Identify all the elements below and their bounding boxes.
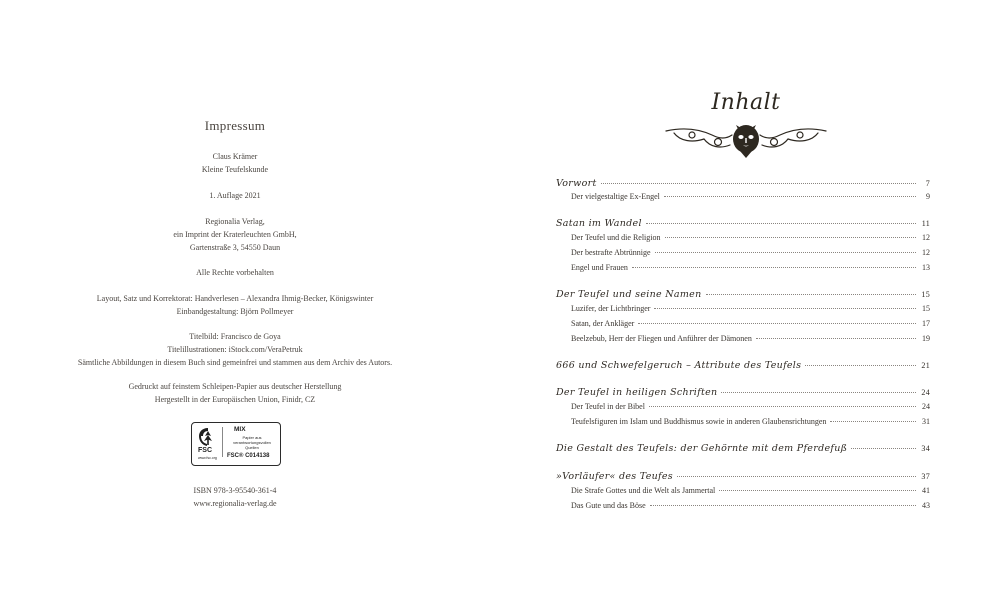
toc-leader-dots — [664, 195, 916, 197]
toc-title: Inhalt — [711, 90, 781, 115]
toc-leader-dots — [601, 182, 916, 184]
toc-page-number: 12 — [922, 233, 930, 242]
toc-section-entry — [556, 471, 930, 485]
image-credit-line: Sämtliche Abbildungen in diesem Buch sind gemeinfrei und stammen aus dem Archiv des Autors. — [77, 358, 393, 367]
toc-page-number: 17 — [922, 319, 930, 328]
toc-leader-dots — [650, 504, 916, 506]
author-name: Claus Krämer — [212, 152, 258, 161]
fsc-sub: Papier aus verantwortungsvollen Quellen — [233, 435, 271, 450]
rights-text: Alle Rechte vorbehalten — [196, 268, 274, 277]
toc-subentry — [571, 334, 930, 348]
toc-leader-dots — [655, 251, 916, 253]
toc-page-number: 7 — [925, 179, 930, 188]
toc-entry-title: Teufelsfiguren im Islam und Buddhismus sowie in anderen Glaubensrichtungen — [571, 417, 827, 426]
publisher-block — [40, 215, 430, 254]
toc-page-number: 12 — [922, 248, 930, 257]
toc-section-entry — [556, 443, 930, 457]
toc-subentry — [571, 192, 930, 206]
image-credit-line: Titelbild: Francisco de Goya — [189, 332, 281, 341]
toc-subentry — [571, 304, 930, 318]
toc-section-entry — [556, 387, 930, 401]
toc-leader-dots — [756, 337, 916, 339]
fsc-code: FSC® C014138 — [227, 453, 270, 459]
toc-leader-dots — [654, 307, 916, 309]
credits-block — [40, 292, 430, 318]
toc-subentry — [571, 263, 930, 277]
toc-entry-title: 666 und Schwefelgeruch – Attribute des Teufels — [556, 360, 802, 371]
toc-entry-title: Die Gestalt des Teufels: der Gehörnte mit dem Pferdefuß — [556, 443, 848, 454]
toc-page-number: 41 — [922, 486, 930, 495]
impressum-title: Impressum — [204, 118, 266, 133]
fsc-logo-text: FSC — [198, 447, 212, 454]
toc-entry-title: Der Teufel und die Religion — [571, 233, 661, 242]
toc-subentry — [571, 402, 930, 416]
toc-leader-dots — [706, 293, 917, 295]
toc-subentry — [571, 233, 930, 247]
toc-leader-dots — [638, 322, 916, 324]
toc-leader-dots — [632, 266, 916, 268]
toc-page-number: 24 — [921, 388, 930, 397]
toc-page-number: 34 — [921, 444, 930, 453]
toc-entry-title: Engel und Frauen — [571, 263, 628, 272]
credit-line: Layout, Satz und Korrektorat: Handverlesen – Alexandra Ihmig-Becker, Königswinter — [96, 294, 374, 303]
toc-entry-title: Der Teufel in heiligen Schriften — [556, 387, 718, 398]
publisher-line: Gartenstraße 3, 54550 Daun — [189, 243, 281, 252]
toc-entry-title: Der Teufel und seine Namen — [556, 289, 702, 300]
edition-line — [40, 189, 430, 202]
toc-page-number: 19 — [922, 334, 930, 343]
toc-leader-dots — [721, 391, 916, 393]
ornament-divider-icon — [664, 121, 828, 159]
toc-page-number: 21 — [921, 361, 930, 370]
toc-entry-title: Vorwort — [556, 178, 597, 189]
toc-subentry — [571, 417, 930, 431]
toc-entry-title: Beelzebub, Herr der Fliegen und Anführer der Dämonen — [571, 334, 752, 343]
image-credit-line: Titelillustrationen: iStock.com/VeraPetruk — [167, 345, 303, 354]
toc-page-number: 37 — [921, 472, 930, 481]
toc-subentry — [571, 501, 930, 515]
toc-entry-title: Der Teufel in der Bibel — [571, 402, 645, 411]
website-text: www.regionalia-verlag.de — [193, 499, 277, 508]
print-block — [40, 380, 430, 406]
toc-page-number: 24 — [922, 402, 930, 411]
fsc-divider — [222, 427, 223, 457]
toc-leader-dots — [719, 489, 916, 491]
toc-section-entry — [556, 178, 930, 192]
toc-leader-dots — [646, 222, 916, 224]
toc-entry-title: »Vorläufer« des Teufes — [556, 471, 673, 482]
fsc-tree-icon — [197, 427, 219, 447]
edition-text: 1. Auflage 2021 — [209, 191, 261, 200]
author-block — [40, 150, 430, 176]
print-line: Hergestellt in der Europäischen Union, Finidr, CZ — [154, 395, 316, 404]
toc-leader-dots — [851, 447, 916, 449]
toc-entry-title: Luzifer, der Lichtbringer — [571, 304, 651, 313]
toc-leader-dots — [830, 420, 916, 422]
images-block — [40, 330, 430, 369]
toc-page-number: 43 — [922, 501, 930, 510]
toc-page-number: 11 — [921, 219, 930, 228]
toc-subentry — [571, 319, 930, 333]
toc-page — [556, 0, 936, 600]
fsc-label — [191, 422, 281, 466]
publisher-line: Regionalia Verlag, — [205, 217, 265, 226]
toc-leader-dots — [805, 364, 916, 366]
toc-page-number: 9 — [926, 192, 930, 201]
toc-page-number: 13 — [922, 263, 930, 272]
toc-section-entry — [556, 218, 930, 232]
toc-entry-title: Die Strafe Gottes und die Welt als Jammertal — [571, 486, 716, 495]
toc-entry-title: Das Gute und das Böse — [571, 501, 646, 510]
fsc-website: www.fsc.org — [198, 456, 217, 460]
toc-leader-dots — [649, 405, 916, 407]
book-title: Kleine Teufelskunde — [201, 165, 269, 174]
toc-leader-dots — [665, 236, 917, 238]
toc-subentry — [571, 486, 930, 500]
isbn-block — [40, 484, 430, 510]
toc-section-entry — [556, 360, 930, 374]
toc-entry-title: Satan, der Ankläger — [571, 319, 635, 328]
publisher-line: ein Imprint der Kraterleuchten GmbH, — [173, 230, 297, 239]
rights-line — [40, 266, 430, 279]
credit-line: Einbandgestaltung: Björn Pollmeyer — [176, 307, 294, 316]
toc-entry-title: Der vielgestaltige Ex-Engel — [571, 192, 660, 201]
toc-section-entry — [556, 289, 930, 303]
toc-entry-title: Der bestrafte Abtrünnige — [571, 248, 651, 257]
toc-leader-dots — [677, 475, 916, 477]
toc-page-number: 31 — [922, 417, 930, 426]
isbn-text: ISBN 978-3-95540-361-4 — [193, 486, 277, 495]
fsc-mix: MIX — [234, 426, 246, 433]
impressum-page — [40, 0, 430, 600]
print-line: Gedruckt auf feinstem Schleipen-Papier aus deutscher Herstellung — [128, 382, 342, 391]
toc-subentry — [571, 248, 930, 262]
toc-entry-title: Satan im Wandel — [556, 218, 642, 229]
toc-page-number: 15 — [922, 304, 930, 313]
toc-page-number: 15 — [921, 290, 930, 299]
